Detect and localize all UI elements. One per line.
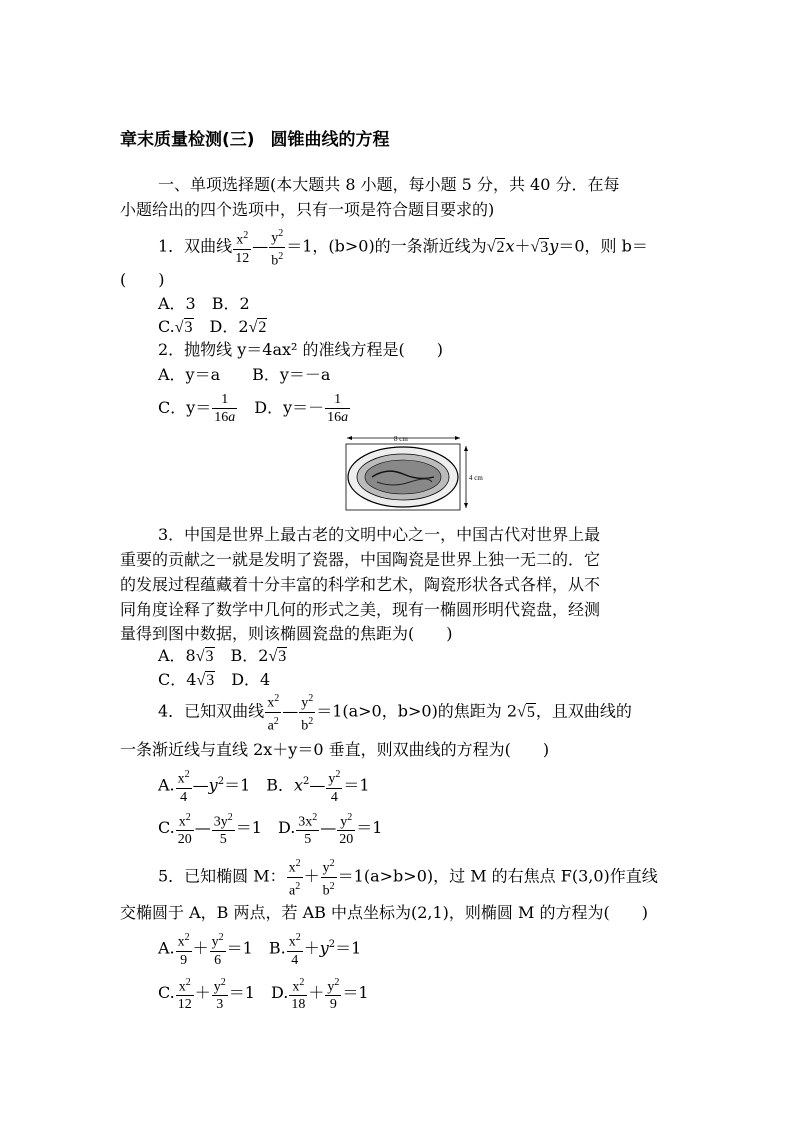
question-4-options-ab: A. $\frac{x^2}{4}$ $—y^2=1$ B．$x^2—$ $\frac{y^2}{4}$ ＝1 <box>158 762 370 806</box>
section-heading-cont: 小题给出的四个选项中，只有一项是符合题目要求的) <box>120 200 495 219</box>
question-2: 2．抛物线 y＝4ax² 的准线方程是( ) <box>158 340 444 359</box>
question-2-options-cd: C．y＝ $\frac{1}{16a}$ D．y＝－ $\frac{1}{16a}$ <box>158 392 349 425</box>
question-2-options-ab: A．y＝a B．y＝－a <box>158 365 331 384</box>
question-3-line2: 重要的贡献之一就是发明了瓷器，中国陶瓷是世界上独一无二的．它 <box>120 550 601 569</box>
height-label: 4 cm <box>469 474 483 482</box>
question-5-options-cd: C. $\frac{x^2}{12}$ ＋ $\frac{y^2}{3}$ ＝1 D. $\frac{x^2}{18}$ ＋ $\frac{y^2}{9}$ ＝1 <box>158 973 369 1013</box>
question-3-options-ab: A．8√3 B．2√3 <box>158 646 287 665</box>
question-1-options-cd: C.√3 D．2√2 <box>158 317 267 336</box>
question-5: 5．已知椭圆 M： $\frac{x^2}{a^2}$ ＋ $\frac{y^2}{b^2}$ ＝1(a>b>0)，过 M 的右焦点 F(3,0)作直线 <box>158 855 658 899</box>
question-4-line2: 一条渐近线与直线 2x＋y＝0 垂直，则双曲线的方程为( ) <box>120 740 550 759</box>
title-part1: 章末质量检测(三) <box>120 130 255 150</box>
question-5-options-ab: A. $\frac{x^2}{9}$ ＋ $\frac{y^2}{6}$ ＝1 B. $\frac{x^2}{4}$ $+y^2=1$ <box>158 925 361 969</box>
question-1-options-ab: A．3 B．2 <box>158 294 250 313</box>
width-label: 8 cm <box>394 435 408 443</box>
porcelain-plate-figure <box>342 432 492 512</box>
title-part2: 圆锥曲线的方程 <box>270 130 390 150</box>
page-title <box>120 125 390 150</box>
question-3-line1: 3．中国是世界上最古老的文明中心之一，中国古代对世界上最 <box>158 525 601 544</box>
question-1-paren: ( ) <box>120 270 165 289</box>
question-3-line3: 的发展过程蕴藏着十分丰富的科学和艺术，陶瓷形状各式各样，从不 <box>120 575 601 594</box>
question-1: 1．双曲线 $\frac{x^2}{12}$ — $\frac{y^2}{b^2}$ ＝1，(b>0)的一条渐近线为√2x＋√3y＝0，则 b＝ <box>158 225 648 269</box>
question-4: 4．已知双曲线 $\frac{x^2}{a^2}$ — $\frac{y^2}{b^2}$ ＝1(a>0，b>0)的焦距为 2√5，且双曲线的 <box>158 690 632 734</box>
section-heading: 一、单项选择题(本大题共 8 小题，每小题 5 分，共 40 分．在每 <box>158 175 620 194</box>
question-3-line5: 量得到图中数据，则该椭圆瓷盘的焦距为( ) <box>120 624 453 643</box>
question-3-line4: 同角度诠释了数学中几何的形式之美，现有一椭圆形明代瓷盘，经测 <box>120 600 601 619</box>
question-4-options-cd: C. $\frac{x^2}{20}$ — $\frac{3y^2}{5}$ ＝1 D. $\frac{3x^2}{5}$ — $\frac{y^2}{20}$ ＝1 <box>158 808 382 848</box>
question-5-line2: 交椭圆于 A，B 两点，若 AB 中点坐标为(2,1)，则椭圆 M 的方程为( ) <box>120 903 648 922</box>
question-3-options-cd: C．4√3 D．4 <box>158 670 271 689</box>
